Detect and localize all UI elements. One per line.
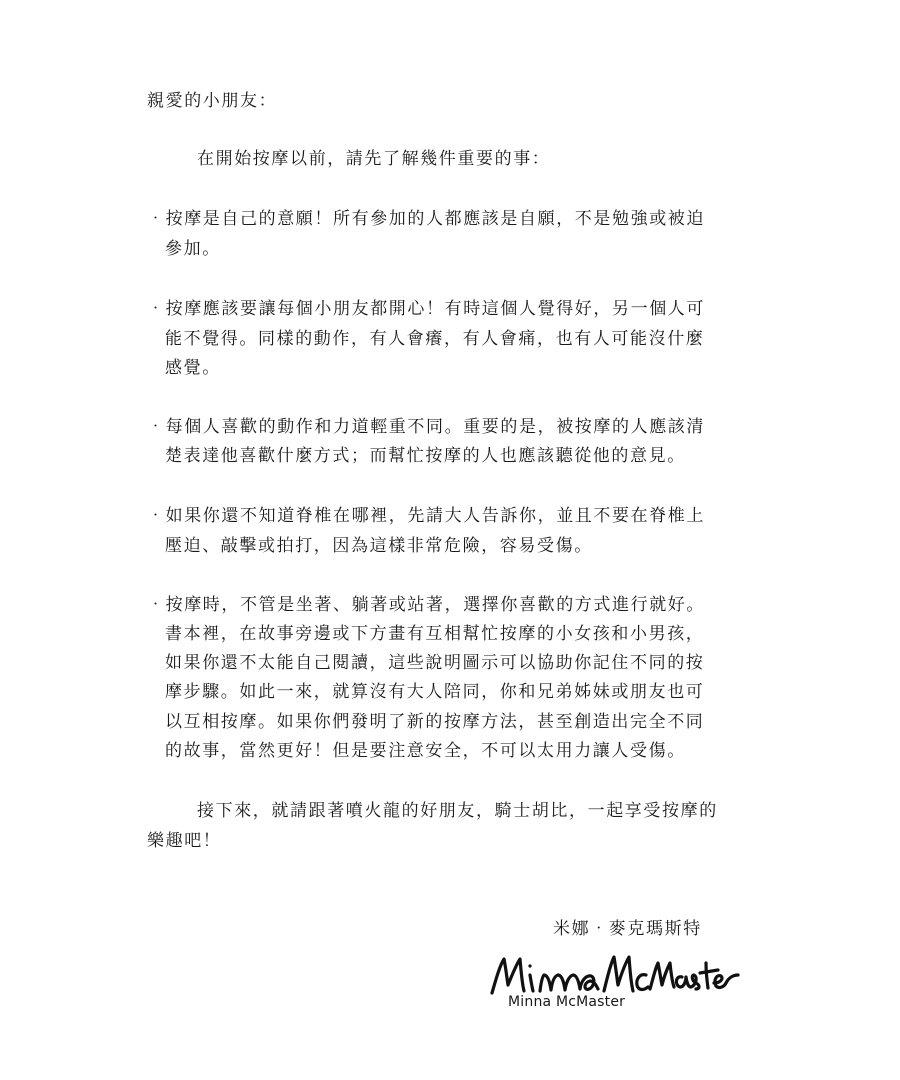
signature-printed-name: Minna McMaster [508, 994, 626, 1010]
point-5-line-4: 摩步驟。如此一來，就算沒有大人陪同，你和兄弟姊妹或朋友也可 [165, 682, 705, 702]
point-5-line-2: 書本裡，在故事旁邊或下方畫有互相幫忙按摩的小女孩和小男孩， [165, 624, 705, 644]
point-1-line-2: 參加。 [165, 239, 221, 259]
point-2-line-1: ‧按摩應該要讓每個小朋友都開心！有時這個人覺得好，另一個人可 [147, 299, 705, 319]
point-5-line-1: ‧按摩時，不管是坐著、躺著或站著，選擇你喜歡的方式進行就好。 [147, 595, 705, 615]
point-4-line-1: ‧如果你還不知道脊椎在哪裡，先請大人告訴你，並且不要在脊椎上 [147, 506, 705, 526]
closing-line-2: 樂趣吧！ [147, 831, 222, 851]
point-4-line-2: 壓迫、敲擊或拍打，因為這樣非常危險，容易受傷。 [165, 536, 593, 556]
point-2-line-2: 能不覺得。同樣的動作，有人會癢，有人會痛，也有人可能沒什麼 [165, 329, 705, 349]
point-3-line-1: ‧每個人喜歡的動作和力道輕重不同。重要的是，被按摩的人應該清 [147, 417, 705, 437]
point-1-line-1: ‧按摩是自己的意願！所有參加的人都應該是自願，不是勉強或被迫 [147, 209, 705, 229]
signature-chinese-name: 米娜‧麥克瑪斯特 [553, 919, 702, 939]
point-5-line-5: 以互相按摩。如果你們發明了新的按摩方法，甚至創造出完全不同 [165, 712, 705, 732]
point-2-line-3: 感覺。 [165, 358, 221, 378]
intro-paragraph: 在開始按摩以前，請先了解幾件重要的事： [197, 149, 551, 169]
closing-line-1: 接下來，就請跟著噴火龍的好朋友，騎士胡比，一起享受按摩的 [197, 801, 718, 821]
point-3-line-2: 楚表達他喜歡什麼方式；而幫忙按摩的人也應該聽從他的意見。 [165, 446, 686, 466]
point-5-line-6: 的故事，當然更好！但是要注意安全，不可以太用力讓人受傷。 [165, 741, 686, 761]
point-5-line-3: 如果你還不太能自己閱讀，這些說明圖示可以協助你記住不同的按 [165, 653, 705, 673]
salutation: 親愛的小朋友： [147, 91, 278, 111]
